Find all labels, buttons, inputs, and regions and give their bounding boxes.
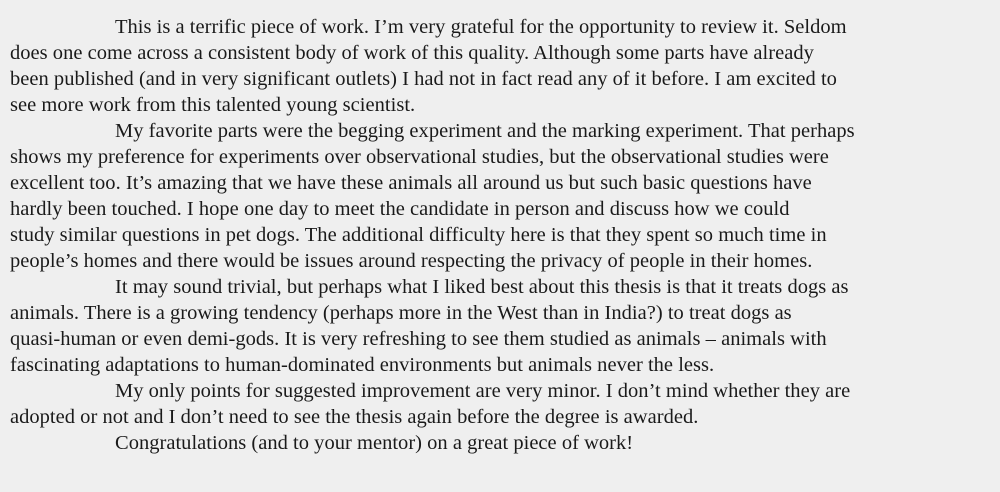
text-line: fascinating adaptations to human-dominated environments but animals never the less. <box>10 354 715 376</box>
text-line: study similar questions in pet dogs. The additional difficulty here is that they spent so much time in <box>10 224 827 246</box>
text-line: animals. There is a growing tendency (perhaps more in the West than in India?) to treat dogs as <box>10 302 792 324</box>
paragraph-5 <box>10 430 994 456</box>
text-line: quasi-human or even demi-gods. It is very refreshing to see them studied as animals – animals with <box>10 328 827 350</box>
text-line: This is a terrific piece of work. I’m very grateful for the opportunity to review it. Seldom <box>115 16 847 38</box>
text-line: It may sound trivial, but perhaps what I liked best about this thesis is that it treats dogs as <box>115 276 849 298</box>
text-line: shows my preference for experiments over observational studies, but the observational studies were <box>10 146 829 168</box>
paragraph-4 <box>10 378 994 430</box>
text-line: been published (and in very significant outlets) I had not in fact read any of it before. I am excited to <box>10 68 837 90</box>
paragraph-2 <box>10 118 994 274</box>
text-line: Congratulations (and to your mentor) on a great piece of work! <box>115 432 634 454</box>
text-line: does one come across a consistent body of work of this quality. Although some parts have already <box>10 42 814 64</box>
text-line: see more work from this talented young scientist. <box>10 94 416 116</box>
paragraph-3 <box>10 274 994 378</box>
paragraph-1 <box>10 14 994 118</box>
text-line: adopted or not and I don’t need to see the thesis again before the degree is awarded. <box>10 406 699 428</box>
text-line: excellent too. It’s amazing that we have these animals all around us but such basic questions have <box>10 172 812 194</box>
text-line: My favorite parts were the begging experiment and the marking experiment. That perhaps <box>115 120 855 142</box>
text-line: My only points for suggested improvement are very minor. I don’t mind whether they are <box>115 380 851 402</box>
text-line: hardly been touched. I hope one day to meet the candidate in person and discuss how we could <box>10 198 790 220</box>
text-line: people’s homes and there would be issues around respecting the privacy of people in their homes. <box>10 250 813 272</box>
